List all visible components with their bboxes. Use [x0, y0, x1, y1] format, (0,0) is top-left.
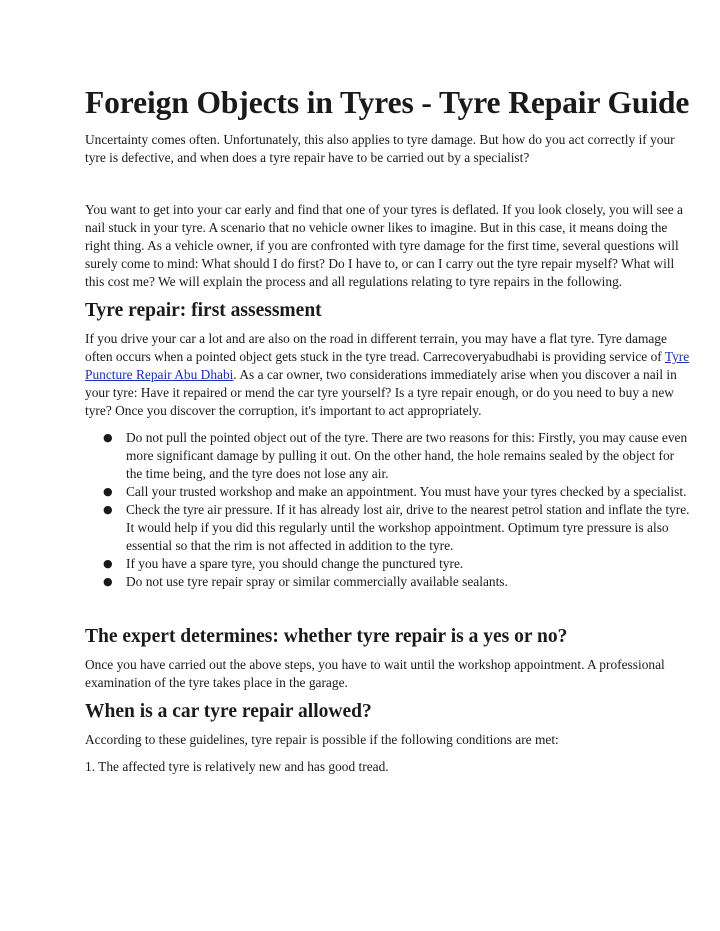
list-item-text: Do not pull the pointed object out of the tyre. There are two reasons for this: Firstly, you may cause even more significant damage by pulling it out. On the other hand, the hole remains sealed by the object for the time being, and the tyre does not lose any air. — [126, 430, 688, 481]
assessment-paragraph — [85, 330, 690, 420]
allowed-paragraph: According to these guidelines, tyre repair is possible if the following conditions are met: — [85, 732, 559, 747]
assessment-text-before-link: If you drive your car a lot and are also on the road in different terrain, you may have a flat tyre. Tyre damage often occurs when a pointed object gets stuck in the tyre tread. Carrecoveryabudhabi is providing service of — [85, 331, 667, 364]
advice-bullet-list — [85, 429, 690, 591]
bullet-icon: ● — [103, 557, 113, 570]
list-item — [85, 429, 690, 483]
heading-expert-determines: The expert determines: whether tyre repair is a yes or no? — [85, 626, 568, 647]
list-item-text: If you have a spare tyre, you should change the punctured tyre. — [126, 556, 464, 571]
bullet-icon: ● — [103, 575, 113, 588]
list-item — [85, 573, 690, 591]
page-title: Foreign Objects in Tyres - Tyre Repair Guide — [85, 85, 690, 120]
heading-repair-allowed: When is a car tyre repair allowed? — [85, 701, 372, 722]
intro-paragraph: Uncertainty comes often. Unfortunately, this also applies to tyre damage. But how do you act correctly if your tyre is defective, and when does a tyre repair have to be carried out by a specialist? — [85, 132, 675, 165]
list-item — [85, 501, 690, 555]
document-page — [85, 84, 690, 785]
list-item-text: Do not use tyre repair spray or similar commercially available sealants. — [126, 574, 508, 589]
assessment-text-after-link: . As a car owner, two considerations immediately arise when you discover a nail in your tyre: Have it repaired or mend the car tyre yourself? Is a tyre repair enough, or do you need to buy a new tyre? Once you discover the corruption, it's important to act appropriately. — [85, 367, 677, 418]
list-item-text: Call your trusted workshop and make an appointment. You must have your tyres checked by a specialist. — [126, 484, 687, 499]
bullet-icon: ● — [103, 485, 113, 498]
tyre-puncture-repair-link[interactable]: Tyre Puncture Repair Abu Dhabi — [85, 349, 690, 382]
bullet-icon: ● — [103, 503, 113, 516]
list-item — [85, 483, 690, 501]
heading-first-assessment: Tyre repair: first assessment — [85, 300, 322, 321]
condition-1-paragraph: 1. The affected tyre is relatively new and has good tread. — [85, 759, 389, 774]
scenario-paragraph: You want to get into your car early and find that one of your tyres is deflated. If you look closely, you will see a nail stuck in your tyre. A scenario that no vehicle owner likes to imagine. But in this case, it means doing the right thing. As a vehicle owner, if you are confronted with tyre damage for the first time, several questions will surely come to mind: What should I do first? Do I have to, or can I carry out the tyre repair myself? What will this cost me? We will explain the process and all regulations relating to tyre repairs in the following. — [85, 202, 683, 289]
bullet-icon: ● — [103, 431, 113, 444]
list-item-text: Check the tyre air pressure. If it has already lost air, drive to the nearest petrol station and inflate the tyre. It would help if you did this regularly until the workshop appointment. Optimum tyre pressure is also essential so that the rim is not affected in addition to the tyre. — [126, 502, 690, 553]
list-item — [85, 555, 690, 573]
expert-paragraph: Once you have carried out the above steps, you have to wait until the workshop appointment. A professional examination of the tyre takes place in the garage. — [85, 657, 665, 690]
